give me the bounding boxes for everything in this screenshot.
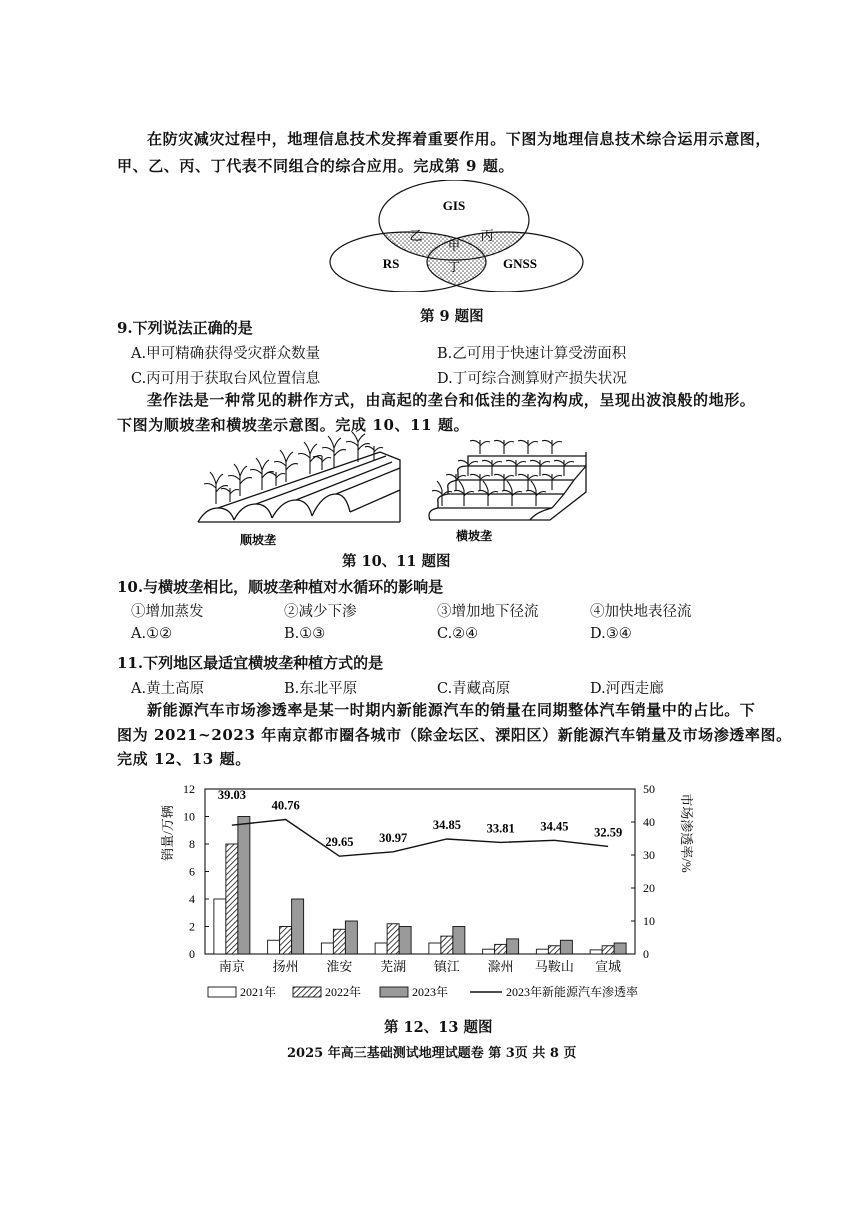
bar-2023年: [614, 943, 626, 954]
q10-statement-3: ③增加地下径流: [437, 604, 539, 620]
penetration-label: 29.65: [325, 835, 354, 850]
intro-ev-line1: 新能源汽车市场渗透率是某一时期内新能源汽车的销量在同期整体汽车销量中的占比。下: [147, 701, 756, 719]
legend-label: 2022年: [325, 985, 362, 999]
bar-2023年: [345, 921, 357, 954]
y-tick-label: 0: [189, 947, 195, 961]
legend-swatch: [380, 987, 408, 997]
venn-caption: 第 9 题图: [420, 308, 484, 325]
intro-ridge-line1: 垄作法是一种常见的耕作方式，由高起的垄台和低洼的垄沟构成，呈现出波浪般的地形。: [147, 391, 756, 409]
down-slope-ridge-drawing: [198, 452, 400, 522]
x-tick-label: 芜湖: [380, 959, 407, 974]
q10-statement-2: ②减少下渗: [284, 604, 357, 620]
y2-tick-label: 30: [643, 848, 655, 862]
down-slope-crops: [204, 432, 383, 504]
q9-option-d: D.丁可综合测算财产损失状况: [437, 371, 627, 387]
x-tick-label: 宣城: [595, 959, 622, 974]
q11-option-c: C.青藏高原: [437, 681, 511, 697]
x-tick-label: 滁州: [487, 959, 514, 974]
ridge-figure: [190, 432, 600, 550]
bar-2022年: [226, 844, 238, 954]
y-tick-label: 4: [189, 892, 195, 906]
penetration-label: 34.85: [432, 817, 461, 832]
bar-2021年: [536, 949, 548, 954]
cross-slope-label: 横坡垄: [456, 529, 493, 543]
penetration-label: 39.03: [217, 788, 246, 803]
page-footer: 2025 年高三基础测试地理试题卷 第 3页 共 8 页: [287, 1046, 577, 1061]
q9-stem: 9.下列说法正确的是: [117, 319, 253, 337]
ev-sales-chart: [150, 775, 710, 1010]
yi-label: 乙: [409, 228, 423, 243]
bar-2023年: [507, 939, 519, 954]
bing-label: 丙: [480, 228, 494, 243]
chart-labels: [218, 788, 622, 849]
y-tick-label: 8: [189, 837, 195, 851]
x-tick-label: 扬州: [272, 959, 299, 974]
bar-2022年: [495, 944, 507, 954]
bar-2022年: [333, 929, 345, 954]
q11-option-b: B.东北平原: [284, 681, 358, 697]
intro-gis-line2: 甲、乙、丙、丁代表不同组合的综合应用。完成第 9 题。: [117, 157, 515, 175]
penetration-label: 33.81: [486, 821, 515, 836]
bar-2021年: [429, 943, 441, 954]
bar-2022年: [280, 927, 292, 955]
bar-2021年: [375, 943, 387, 954]
x-tick-label: 淮安: [326, 959, 353, 974]
q10-option-b: B.①③: [284, 626, 326, 642]
bar-2021年: [214, 899, 226, 954]
q10-option-c: C.②④: [437, 626, 479, 642]
bar-2023年: [453, 927, 465, 955]
q11-option-a: A.黄土高原: [131, 681, 205, 697]
legend-label: 2023年新能源汽车渗透率: [506, 985, 639, 999]
penetration-label: 40.76: [271, 798, 300, 813]
q10-option-d: D.③④: [590, 626, 632, 642]
q11-stem: 11.下列地区最适宜横坡垄种植方式的是: [117, 654, 384, 672]
y2-tick-label: 20: [643, 881, 655, 895]
intro-ev-line2: 图为 2021~2023 年南京都市圈各城市（除金坛区、溧阳区）新能源汽车销量及市场渗透率图。: [117, 726, 792, 744]
chart-caption: 第 12、13 题图: [384, 1019, 493, 1036]
y2-tick-label: 50: [643, 782, 655, 796]
ding-label: 丁: [447, 260, 461, 274]
bar-2023年: [292, 899, 304, 954]
q10-statement-4: ④加快地表径流: [590, 604, 692, 620]
y-tick-label: 12: [183, 782, 195, 796]
bar-2023年: [238, 817, 250, 955]
bar-2023年: [560, 940, 572, 954]
bar-2021年: [321, 943, 333, 954]
x-tick-label: 镇江: [433, 959, 460, 974]
intro-ridge-line2: 下图为顺坡垄和横坡垄示意图。完成 10、11 题。: [117, 416, 470, 434]
bar-2022年: [441, 936, 453, 954]
intro-ev-line3: 完成 12、13 题。: [117, 750, 251, 768]
y2-tick-label: 0: [643, 947, 649, 961]
bar-2021年: [268, 940, 280, 954]
x-tick-label: 马鞍山: [534, 959, 574, 974]
ridge-caption: 第 10、11 题图: [342, 553, 451, 570]
q10-option-a: A.①②: [131, 626, 173, 642]
bar-2021年: [590, 950, 602, 954]
venn-diagram: [320, 180, 590, 292]
down-slope-label: 顺坡垄: [240, 533, 277, 547]
y2-tick-label: 10: [643, 914, 655, 928]
penetration-label: 34.45: [540, 819, 569, 834]
y-tick-label: 10: [183, 809, 195, 824]
q9-option-b: B.乙可用于快速计算受涝面积: [437, 346, 627, 362]
penetration-label: 30.97: [379, 830, 408, 845]
y2-axis-label: 市场渗透率/%: [679, 793, 694, 873]
y-tick-label: 2: [189, 919, 195, 934]
gis-label: GIS: [442, 198, 466, 213]
bar-2023年: [399, 927, 411, 955]
q11-option-d: D.河西走廊: [590, 681, 664, 697]
q9-option-c: C.丙可用于获取台风位置信息: [131, 371, 321, 387]
rs-label: RS: [382, 256, 400, 271]
bar-2021年: [483, 949, 495, 954]
penetration-label: 32.59: [594, 825, 623, 840]
legend-swatch: [208, 987, 236, 997]
x-tick-label: 南京: [218, 959, 245, 974]
legend-label: 2023年: [412, 985, 449, 999]
bar-2022年: [387, 924, 399, 954]
intro-gis-line1: 在防灾减灾过程中，地理信息技术发挥着重要作用。下图为地理信息技术综合运用示意图，: [147, 130, 772, 148]
y-axis-label: 销量/万辆: [160, 805, 175, 861]
legend-swatch: [293, 987, 321, 997]
q10-stem: 10.与横坡垄相比，顺坡垄种植对水循环的影响是: [117, 578, 444, 596]
q9-option-a: A.甲可精确获得受灾群众数量: [131, 346, 321, 362]
jia-label: 甲: [447, 239, 461, 253]
chart-bars: [214, 817, 626, 955]
y2-tick-label: 40: [643, 815, 655, 829]
y-tick-label: 6: [189, 864, 195, 879]
cross-slope-crops: [432, 440, 574, 506]
bar-2022年: [548, 946, 560, 954]
q10-statement-1: ①增加蒸发: [131, 604, 204, 620]
plot-frame: [205, 789, 635, 954]
legend-label: 2021年: [240, 985, 277, 999]
bar-2022年: [602, 946, 614, 954]
chart-legend: [208, 984, 638, 999]
gnss-label: GNSS: [503, 256, 537, 271]
chart-axes: [183, 782, 655, 974]
